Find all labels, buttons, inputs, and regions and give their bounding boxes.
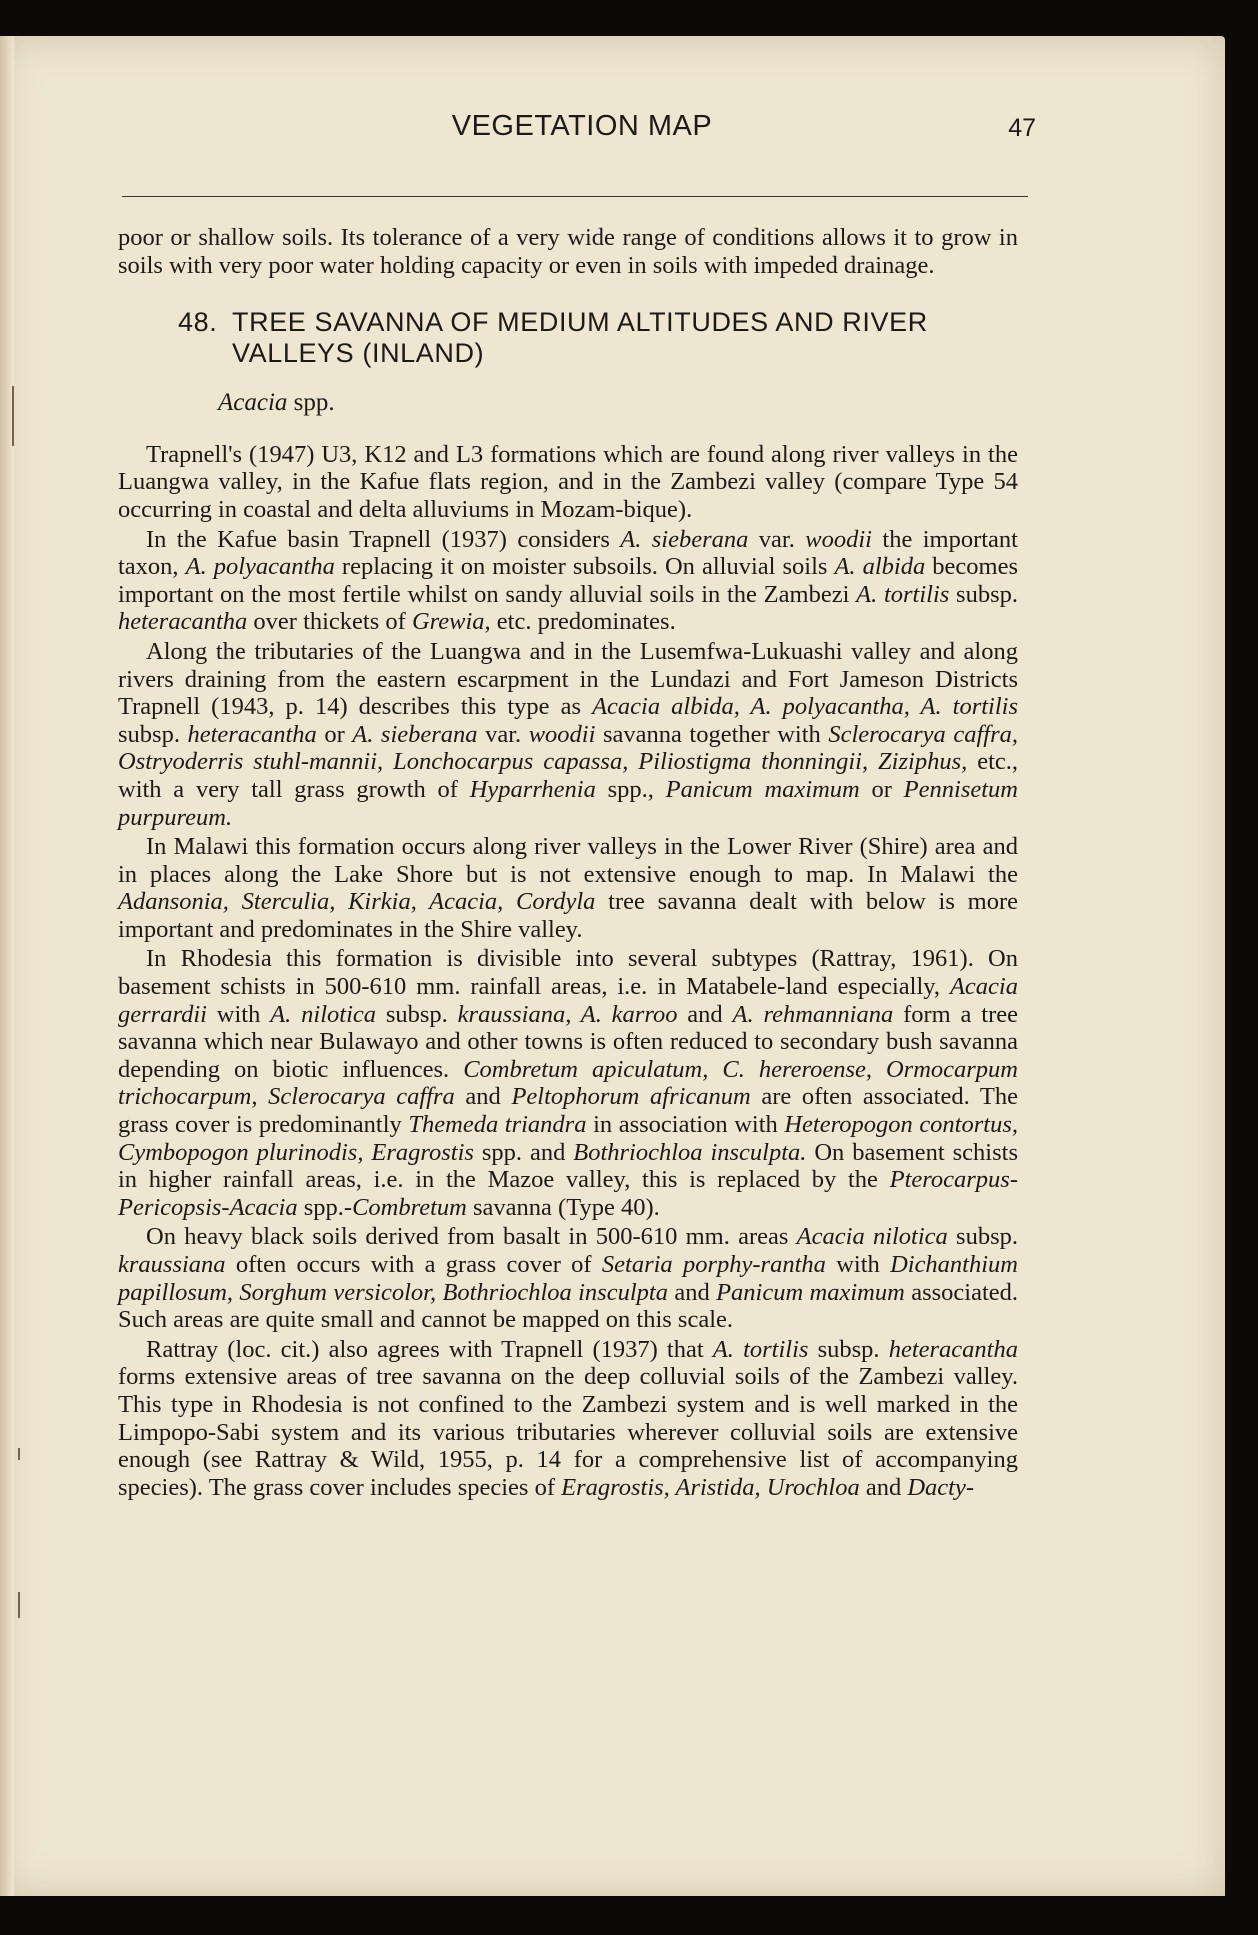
text-run: spp., [595,775,666,803]
taxon-name: A. tortilis [712,1335,809,1363]
text-run: spp. and [473,1138,574,1166]
text-run: often occurs with a grass cover of [225,1251,602,1278]
taxon-name: heteracantha [187,720,317,748]
text-run: Along the tributaries of the Luangwa and in the Lusemfwa-Lukuashi valley and along rivers draining from the eastern escarpment in the Lundazi and Fort Jameson Districts Trapnell (1943, p. 14) describes this type as [118,637,1018,721]
text-run: and [667,1278,717,1306]
text-run: subsp. [376,1000,458,1028]
text-run: replacing it on moister subsoils. On alluvial soils [334,553,835,581]
taxon-name: Dichanthium papillosum, Sorghum versicolor, Bothriochloa insculpta [118,1251,1018,1306]
text-run: var. [748,525,806,553]
paragraph [118,526,1018,636]
text-run: or [316,720,353,748]
taxon-name: heteracantha [888,1335,1018,1363]
text-run: subsp. [949,580,1018,608]
text-run: Rattray (loc. cit.) also agrees with Trapnell (1937) that [146,1335,713,1363]
book-page [0,36,1225,1896]
paragraph [118,1223,1018,1333]
taxon-name: Dacty- [907,1473,974,1501]
text-run: forms extensive areas of tree savanna on the deep colluvial soils of the Zambezi valley. This type in Rhodesia is not confined to the Zambezi system and is well marked in the Limpopo-Sabi system and its various tributaries wherever colluvial soils are extensive enough (see Rattray & Wild, 1955, p. 14 for a comprehensive list of accompanying species). The grass cover includes species of [118,1363,1018,1501]
taxon-name: Adansonia, Sterculia, Kirkia, Acacia, Cordyla [118,888,596,916]
text-run: Trapnell's (1947) U3, K12 and L3 formations which are found along river valleys in the Luangwa valley, in the Kafue flats region, and in the Zambezi valley (compare Type 54 occurring in coastal and delta alluviums in Mozam-bique). [118,440,1018,523]
taxon-name: Pennisetum purpureum. [118,775,1018,831]
text-run: subsp. [118,720,188,748]
text-run: over thickets of [247,608,412,636]
text-run: spp. [287,389,335,417]
taxon-name: A. tortilis [856,580,950,608]
text-run: On heavy black soils derived from basalt in 500-610 mm. areas [146,1223,797,1251]
header-rule [122,196,1028,197]
text-run: In Malawi this formation occurs along river valleys in the Lower River (Shire) area and in places along the Lake Shore but is not extensive enough to map. In Malawi the [118,833,1018,888]
text-run: subsp. [808,1335,889,1363]
text-run: In the Kafue basin Trapnell (1937) considers [146,525,621,553]
taxon-name: woodii [805,525,872,553]
taxon-name: Themeda triandra [408,1111,587,1139]
taxon-name: Bothriochloa insculpta. [573,1138,807,1166]
section-number: 48. [178,307,218,338]
taxon-name: Eragrostis, Aristida, Urochloa [561,1473,860,1501]
taxon-name: Sclerocarya caffra, Ostryoderris stuhl-mannii, Lonchocarpus capassa, Piliostigma thonningii, Ziziphus, [118,720,1018,776]
text-run: etc. predominates. [490,608,676,636]
paragraph [118,833,1018,943]
taxon-name: A. rehmanniana [732,1000,894,1028]
taxon-name: Setaria porphy-rantha [601,1251,826,1278]
body-text [118,224,1018,1501]
text-run: and [454,1083,512,1111]
text-run: or [859,775,904,803]
text-run: savanna (Type 40). [466,1193,660,1221]
taxon-name: A. sieberana [620,525,749,553]
taxon-name: Acacia gerrardii [118,973,1018,1028]
paragraph [118,224,1018,279]
text-run: On basement schists in higher rainfall areas, i.e. in the Mazoe valley, this is replaced by the [118,1138,1018,1194]
taxon-name: Peltophorum africanum [511,1083,751,1111]
text-run: form a tree savanna which near Bulawayo and other towns is often reduced to secondary bush savanna depending on biotic influences. [118,1000,1018,1083]
taxon-name: heteracantha [118,608,248,636]
paragraph [118,945,1018,1221]
taxon-name: Panicum maximum [716,1278,905,1306]
text-run: and [859,1473,908,1501]
text-run: in association with [586,1111,785,1139]
taxon-name: Combretum [352,1193,467,1221]
taxon-name: kraussiana, A. karroo [457,1000,678,1028]
taxon-name: Grewia, [411,608,491,636]
paragraph [118,1336,1018,1502]
text-run: etc., with a very tall grass growth of [118,748,1018,803]
paragraph [118,638,1018,831]
taxon-name: Hyparrhenia [469,775,596,803]
page-binding-shadow [0,36,14,1896]
running-title: VEGETATION MAP [451,110,713,142]
taxon-name: Acacia nilotica [796,1223,948,1251]
text-run: In Rhodesia this formation is divisible into several subtypes (Rattray, 1961). On basement schists in 500-610 mm. rainfall areas, i.e. in Matabele-land especially, [118,945,1018,1001]
page-header [132,110,1036,154]
section-title: TREE SAVANNA OF MEDIUM ALTITUDES AND RIVER VALLEYS (INLAND) [232,307,928,369]
taxon-name: woodii [528,720,596,748]
text-run: and [677,1000,733,1028]
text-run: with [825,1251,891,1278]
taxon-name: Combretum apiculatum, C. hereroense, Ormocarpum trichocarpum, Sclerocarya caffra [118,1055,1019,1111]
text-run: savanna together with [595,720,829,748]
taxon-name: Heteropogon contortus, Cymbopogon plurinodis, Eragrostis [118,1111,1018,1166]
text-run: subsp. [947,1223,1018,1251]
section-genus [218,389,1018,417]
margin-mark [18,1592,20,1618]
paragraph [118,441,1018,524]
text-run: the important taxon, [118,525,1018,581]
taxon-name: Acacia albida, A. polyacantha, A. tortilis [592,693,1018,721]
text-run: spp.- [297,1193,353,1221]
taxon-name: A. nilotica [270,1000,376,1028]
text-run: tree savanna dealt with below is more important and predominates in the Shire valley. [118,888,1018,943]
text-run: poor or shallow soils. Its tolerance of a very wide range of conditions allows it to grow in soils with very poor water holding capacity or even in soils with impeded drainage. [118,224,1018,279]
taxon-name: Panicum maximum [665,775,860,803]
taxon-name: A. sieberana [352,720,478,748]
text-run: associated. Such areas are quite small and cannot be mapped on this scale. [118,1278,1019,1334]
text-run: with [206,1000,271,1028]
taxon-name: A. polyacantha [185,553,335,581]
page-number: 47 [1008,114,1036,142]
margin-mark [12,386,14,446]
text-run: are often associated. The grass cover is predominantly [118,1083,1018,1139]
text-run: becomes important on the most fertile whilst on sandy alluvial soils in the Zambezi [118,553,1018,608]
taxon-name: A. albida [834,553,926,581]
taxon-name: kraussiana [118,1251,226,1278]
section-heading [178,307,1018,369]
text-run: var. [477,720,529,748]
taxon-name: Pterocarpus-Pericopsis-Acacia [118,1166,1018,1221]
margin-mark [18,1448,20,1460]
genus-name: Acacia [218,389,288,417]
